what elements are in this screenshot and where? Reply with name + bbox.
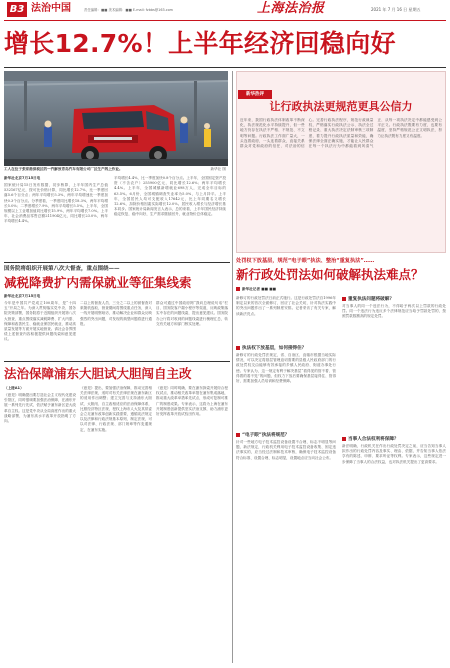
right-title: 新行政处罚法如何破解执法难点？: [236, 267, 424, 282]
editor-line: 责任编辑：■■ 美术编辑：■■ E-mail: fzbbs@163.com: [84, 8, 173, 12]
subhead-marker-icon: [342, 437, 346, 441]
headline-rule: [4, 67, 446, 68]
mid-column-2: 二以上的督查人员、三分之二以上的被督查对象随机选取，督查期间将围绕重点任务，深入一线开展明察暗访，推动解决企业和群众反映强烈的突出问题，对发现的典型问题将进行通报。: [80, 301, 152, 326]
bottom-byline: （上接A1）: [4, 386, 24, 390]
commentary-tag: 新华热评: [238, 90, 272, 99]
subhead-text: “电子眼”执法将规范？: [242, 433, 290, 438]
bottom-column-1: 《意见》明确提出要打造社会主义现代化建设引领区，同时强调要加强法治保障，在浦东开展一系列先行先试，依法赋予浦东新区更大改革自主权。这是党中央从全局高度作出的重大战略部署，为浦东高水平改革开放指明了方向。: [4, 393, 76, 424]
column-divider: [232, 71, 233, 663]
photo-caption: [4, 167, 228, 173]
mid-byline: 新华社北京7月15日电: [4, 294, 41, 298]
right-section-4: 新法明确，行政机关在作出行政处罚决定之前，应当告知当事人拟作出的行政处罚内容及事实、理由、依据，并告知当事人依法享有的陈述、申辩、要求听证等权利。专家表示，这些规定进一步保障了当事人的合法权益，也对执法机关提出了更高要求。: [342, 444, 446, 464]
date-line: 2021 年 7 月 16 日 星期五: [371, 7, 421, 12]
subhead-text: 执法权下放基层，如何接得住？: [242, 346, 307, 351]
bottom-title: 法治保障浦东大胆试大胆闯自主改: [4, 366, 192, 381]
page-code-badge: B3: [7, 2, 27, 17]
right-subhead-1: [236, 345, 336, 352]
lead-byline: 新华社北京7月15日电: [4, 176, 41, 180]
lead-column-1: 国家统计局15日发布数据，初步核算，上半年国内生产总值532167亿元，按可比价格计算，同比增长12.7%，比一季度回落5.6个百分点；两年平均增长5.3%，两年平均增速比一季度加快0.3个百分点。分季度看，一季度同比增长18.3%，两年平均增长5.0%；二季度增长7.9%，两年平均增长5.5%。上半年，全国规模以上工业增加值同比增长15.9%，两年平均增长7.0%。上半年，社会消费品零售总额211904亿元，同比增长23.0%，两年平均增长4.4%。: [4, 183, 108, 224]
mid-title: 减税降费扩内需保就业等征集线索: [4, 275, 192, 290]
mid-column-1: 今年是中国共产党成立100周年，是“十四五”开局之年。为深入贯彻落实党中央、国务院决策部署，国务院将于近期组织开展第八次大督查，重点围绕落实减税降费、扩大内需、保障和改善民生、稳就业保居民就业、推动高质量发展等方面开展实地督查。请社会各界围绕上述督查内容积极提供问题线索和意见建议。: [4, 301, 76, 342]
right-subhead-4: [342, 436, 446, 443]
subhead-marker-icon: [342, 297, 346, 301]
lead-column-2: 平均增长4.4%，比一季度加快0.8个百分点。上半年，全国固定资产投资（不含农户）255900亿元，同比增长12.6%；两年平均增长4.4%。上半年，全国城镇新增就业698万人，完成全年目标的63.5%。6月份，全国城镇调查失业率为5.0%，与上月持平。上半年，全国居民人均可支配收入17642元，比上年同期名义增长12.6%，扣除价格因素实际增长12.0%。居民收入增长与经济增长基本同步。国家统计局新闻发言人表示，总的来看，上半年国民经济持续稳定恢复，稳中向好，生产需求继续回升，就业物价总体稳定。: [114, 176, 226, 217]
right-subhead-3: [342, 296, 446, 303]
truck-assembly-illustration: [4, 71, 228, 166]
right-byline: [236, 287, 346, 293]
subhead-marker-icon: [236, 346, 240, 350]
bottom-column-3: 《意见》同时明确，要在浦东探索开展综合授权试点，推动相关改革举措在浦东集成落地，推动重大改革举措率先试点，形成可复制可推广的制度成果。专家表示，这将为上海在浦东开展制度创新提供坚实法治支撑，助力浦东更好发挥改革开放试验田作用。: [156, 386, 228, 417]
photo-caption-text: 工人在位于张家港保税区的一汽解放青岛汽车有限公司厂区生产线上作业。: [4, 167, 123, 171]
masthead: [0, 0, 450, 22]
mid-column-3: 群众可通过中国政府网“我向总理说句话”栏目、国务院客户端小程序等渠道，反映政策落实中存在的问题线索，提出意见建议。国务院办公厅将对收到的问题线索进行梳理汇总，转交有关地方和部门核实处理。: [156, 301, 228, 326]
right-section-3: 对当事人的同一个违法行为，不得给予两次以上罚款的行政处罚。同一个违法行为违反多个法律规范应当给予罚款处罚的，按照罚款数额高的规定处罚。: [342, 304, 446, 319]
photo-credit: 新华社 图: [210, 167, 226, 171]
subhead-marker-icon: [236, 433, 240, 437]
newspaper-logo: 上海法治报: [257, 1, 325, 16]
right-section-1: 新修订的行政处罚法规定，省、自治区、直辖市根据当地实际情况，可以决定将基层管理迫切需要的县级人民政府部门的行政处罚权交由能够有效承接的乡镇人民政府、街道办事处行使。专家认为，这一规定有利于解决基层“看得见的管不着、管得着的看不见”的问题，但权力下放后要确保基层接得住、管得好，需要加强人员培训和经费保障。: [236, 353, 336, 384]
main-headline: 增长12.7%！上半年经济回稳向好: [4, 29, 396, 58]
right-kicker: 处罚权下放基层，规范“电子眼”执法、整治“重复执法”……: [236, 258, 375, 264]
commentary-body: 近年来，我国行政执法体制改革不断深化，执法规范化水平持续提升，但一些地方仍存在执法不严格、不规范、不文明等问题。行政执法工作面广量大，一头连着政府，一头连着群众，直接关系群众对党和政府的信任、对法治的信心。完善行政执法程序，规范行政裁量权，严格落实行政执法公示、执法全过程记录、重大执法决定法制审核三项制度，着力提升行政执法质量和效能，确保法律全面正确实施，才能让人民群众在每一个执法行为中都能看到风清气正、从每一项执法决定中都能感受到公平正义。行政执法既要有力度，也要有温度，坚持严格规范公正文明执法，努力让执法既有力度又有温度。: [240, 118, 442, 149]
commentary-title: 让行政执法更规范更具公信力: [269, 100, 413, 113]
right-section-2: 针对一些地方电子技术监控设备设置不合理、标志不明显等问题，新法规定，行政机关利用电子技术监控设备收集、固定违法事实的，应当经过法制和技术审核，确保电子技术监控设备符合标准、设置合理、标志明显，设置地点应当向社会公布。: [236, 440, 336, 460]
masthead-rule: [4, 20, 446, 21]
subhead-text: 当事人合法权利将保障？: [348, 437, 399, 442]
right-subhead-2: [236, 432, 336, 439]
right-byline-text: 新华社记者 ■■ ■■: [242, 287, 277, 291]
subhead-text: 重复执法问题将破解？: [348, 297, 394, 302]
mid-rule: [4, 262, 230, 263]
news-photo: [4, 71, 228, 166]
mid-kicker: 国务院将组织开展第八次大督查，重点围绕——: [4, 266, 120, 272]
byline-marker-icon: [236, 287, 240, 291]
right-intro: 新修订的行政处罚法日前正式施行。这是行政处罚法自1996年制定以来的首次全面修订，回应了社会关切，针对执法实践中的突出问题作出了一系列制度安排。记者采访了有关专家，解读新法亮点。: [236, 296, 336, 316]
bottom-rule: [4, 361, 230, 362]
bottom-column-2: 《意见》提出，要加强法治保障，推动完善相关法律法规，适时对有关法律法规在浦东新区的适用作出调整；建立完善与支持浦东大胆试、大胆闯、自主改相适应的法治保障体系，比照经济特区法规，授权上海市人大及其常委会立足浦东改革创新实践需要，遵循宪法规定以及法律和行政法规基本原则，制定法规，可以对法律、行政法规、部门规章等作变通规定，在浦东实施。: [80, 386, 152, 432]
section-name: 法治中国: [31, 3, 71, 14]
